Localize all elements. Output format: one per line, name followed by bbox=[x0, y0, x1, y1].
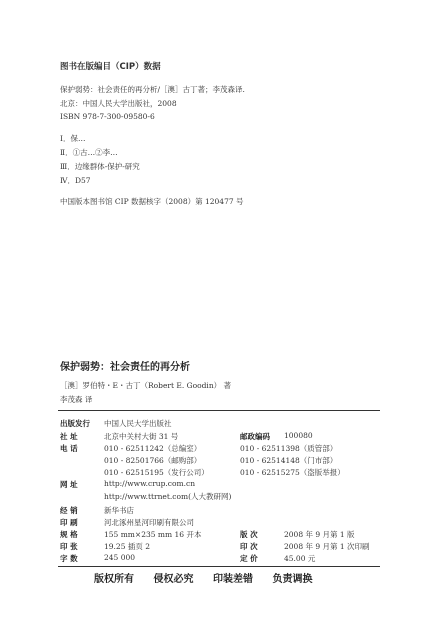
cip-class: Ⅳ．D57 bbox=[60, 176, 91, 185]
phone-entry: 010 - 62511242（总编室） bbox=[104, 444, 202, 453]
top-rule bbox=[58, 410, 380, 411]
publisher-label: 出版发行 bbox=[60, 419, 90, 428]
website-label: 网 址 bbox=[60, 480, 78, 489]
cip-record-number: 中国版本图书馆 CIP 数据核字（2008）第 120477 号 bbox=[60, 197, 244, 206]
edition-label: 版 次 bbox=[240, 530, 258, 539]
bottom-rule bbox=[58, 566, 380, 567]
phone-entry: 010 - 62515275（盗版举报） bbox=[240, 468, 345, 477]
distributor-label: 经 销 bbox=[60, 506, 78, 515]
sheets-value: 19.25 插页 2 bbox=[104, 542, 151, 551]
edition-value: 2008 年 9 月第 1 版 bbox=[284, 530, 355, 539]
translator-line: 李茂森 译 bbox=[60, 395, 93, 404]
copyright-notice: 版权所有 侵权必究 印装差错 负责调换 bbox=[94, 574, 313, 585]
address-value: 北京中关村大街 31 号 bbox=[104, 432, 179, 441]
phone-entry: 010 - 62514148（门市部） bbox=[240, 456, 338, 465]
author-line: ［澳］罗伯特・E・古丁（Robert E. Goodin） 著 bbox=[60, 381, 232, 390]
format-label: 规 格 bbox=[60, 530, 78, 539]
price-label: 定 价 bbox=[240, 554, 258, 563]
sheets-label: 印 张 bbox=[60, 542, 78, 551]
publisher-value: 中国人民大学出版社 bbox=[104, 419, 172, 428]
book-title: 保护弱势：社会责任的再分析 bbox=[60, 362, 190, 373]
printing-value: 2008 年 9 月第 1 次印刷 bbox=[284, 542, 370, 551]
website-link[interactable]: http://www.crup.com.cn bbox=[104, 479, 196, 488]
printing-label: 印 次 bbox=[240, 542, 258, 551]
website-link[interactable]: http://www.ttrnet.com(人大教研网) bbox=[104, 492, 232, 501]
cip-heading: 图书在版编目（CIP）数据 bbox=[60, 62, 161, 72]
distributor-value: 新华书店 bbox=[104, 506, 134, 515]
printer-label: 印 刷 bbox=[60, 518, 78, 527]
price-value: 45.00 元 bbox=[284, 554, 316, 563]
address-label: 社 址 bbox=[60, 432, 78, 441]
word-count-value: 245 000 bbox=[104, 553, 136, 562]
phone-label: 电 话 bbox=[60, 444, 78, 453]
cip-class: Ⅱ．①古…②李… bbox=[60, 148, 118, 157]
postcode-label: 邮政编码 bbox=[240, 432, 270, 441]
phone-entry: 010 - 62515195（发行公司） bbox=[104, 468, 209, 477]
format-value: 155 mm×235 mm 16 开本 bbox=[104, 530, 202, 539]
postcode-value: 100080 bbox=[284, 431, 313, 440]
phone-entry: 010 - 82501766（邮购部） bbox=[104, 456, 202, 465]
printer-value: 河北涿州星河印刷有限公司 bbox=[104, 518, 194, 527]
cip-line: ISBN 978-7-300-09580-6 bbox=[60, 112, 155, 121]
cip-class: Ⅰ．保… bbox=[60, 134, 86, 143]
phone-entry: 010 - 62511398（质管部） bbox=[240, 444, 338, 453]
cip-line: 保护弱势：社会责任的再分析/［澳］古丁著；李茂森译. bbox=[60, 85, 245, 94]
cip-line: 北京：中国人民大学出版社，2008 bbox=[60, 99, 177, 108]
word-count-label: 字 数 bbox=[60, 554, 78, 563]
cip-class: Ⅲ．边缘群体-保护-研究 bbox=[60, 162, 140, 171]
